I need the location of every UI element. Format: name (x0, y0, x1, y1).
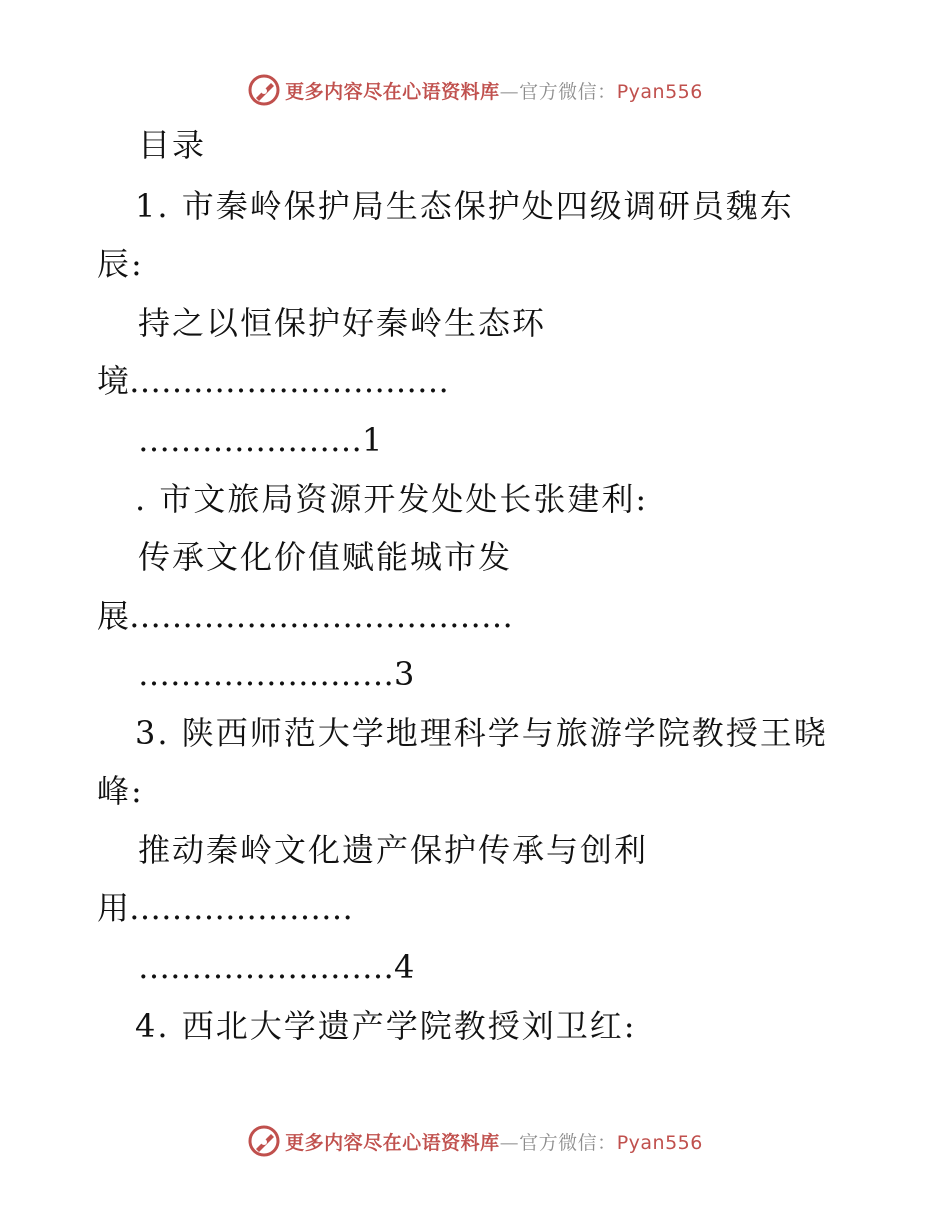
toc-line: 峰: (97, 772, 144, 810)
banner-wechat-id: Pyan556 (616, 80, 703, 103)
banner-wechat-id: Pyan556 (616, 1131, 703, 1154)
toc-line: 境………………………… (97, 362, 450, 400)
toc-line: 用………………… (97, 889, 354, 927)
banner-separator: — (499, 80, 520, 103)
toc-line: 1. 市秦岭保护局生态保护处四级调研员魏东 (135, 187, 794, 225)
banner-separator: — (499, 1131, 520, 1154)
header-banner (0, 70, 950, 110)
toc-line: 4. 西北大学遗产学院教授刘卫红: (135, 1007, 637, 1045)
toc-line: 辰: (97, 245, 144, 283)
banner-wechat-label: 官方微信： (519, 1131, 617, 1154)
toc-line: …………………1 (138, 421, 383, 459)
toc-heading: 目录 (138, 126, 207, 164)
toc-line: 推动秦岭文化遗产保护传承与创利 (138, 831, 649, 869)
banner-text: 更多内容尽在心语资料库 (285, 80, 500, 103)
toc-line: . 市文旅局资源开发处处长张建利: (135, 480, 649, 518)
banner-wechat-label: 官方微信： (519, 80, 617, 103)
pen-logo-icon (247, 73, 281, 107)
toc-line: 展……………………………… (97, 597, 514, 635)
banner-text: 更多内容尽在心语资料库 (285, 1131, 500, 1154)
toc-line: 传承文化价值赋能城市发 (138, 538, 513, 576)
toc-line: 3. 陕西师范大学地理科学与旅游学院教授王晓 (135, 714, 828, 752)
toc-line: 持之以恒保护好秦岭生态环 (138, 304, 547, 342)
footer-banner (0, 1121, 950, 1161)
toc-line: ……………………4 (138, 948, 415, 986)
pen-logo-icon (247, 1124, 281, 1158)
toc-line: ……………………3 (138, 655, 415, 693)
